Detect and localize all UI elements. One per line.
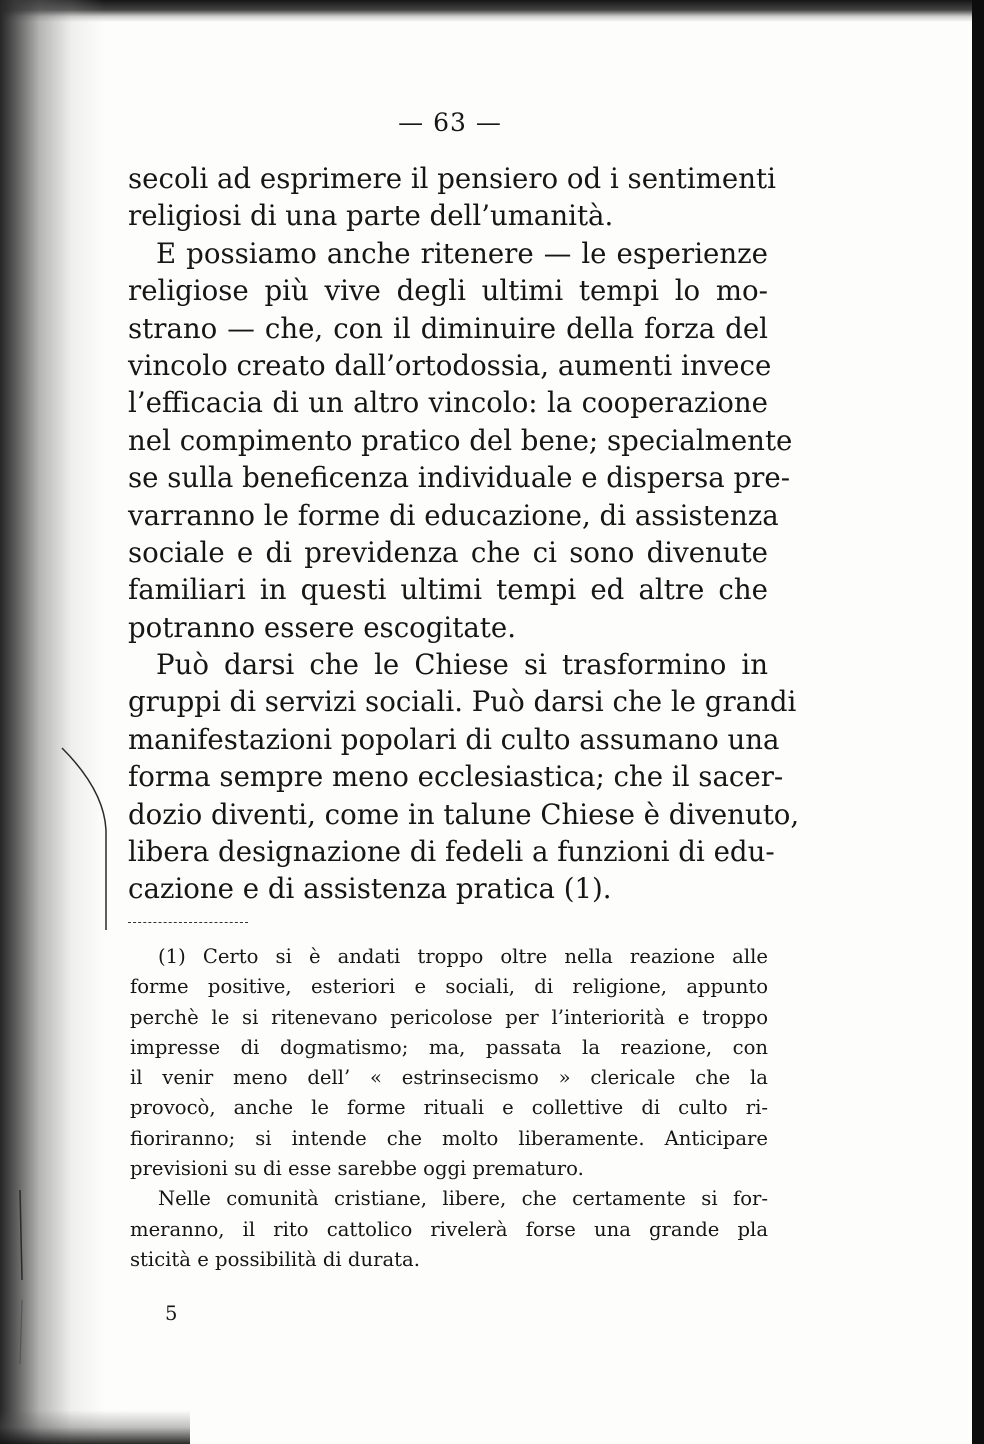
footnote-line: fioriranno; si intende che molto liberamente. Anticipare — [130, 1126, 768, 1150]
footnote-line: (1) Certo si è andati troppo oltre nella reazione alle — [158, 945, 768, 968]
footnote-paragraph — [130, 1184, 768, 1275]
footnote-line: meranno, il rito cattolico rivelerà forse una grande pla — [130, 1217, 768, 1241]
text-line: potranno essere escogitate. — [128, 610, 516, 644]
footnote-line: impresse di dogmatismo; ma, passata la reazione, con — [130, 1035, 768, 1059]
text-line: nel compimento pratico del bene; specialmente — [128, 423, 793, 457]
text-line: Può darsi che le Chiese si trasformino in — [156, 648, 768, 682]
footnote-line: Nelle comunità cristiane, libere, che certamente si for- — [158, 1187, 768, 1211]
footnote-separator — [128, 922, 248, 923]
text-line: familiari in questi ultimi tempi ed altre che — [128, 573, 768, 607]
paragraph — [128, 646, 800, 908]
text-line: vincolo creato dall’ortodossia, aumenti invece — [128, 348, 772, 382]
text-line: gruppi di servizi sociali. Può darsi che le grandi — [128, 685, 797, 719]
footnote-line: previsioni su di esse sarebbe oggi prematuro. — [130, 1157, 584, 1181]
text-line: religiose più vive degli ultimi tempi lo mo- — [128, 274, 768, 308]
paragraph — [128, 160, 776, 235]
main-text — [128, 160, 800, 908]
text-line: strano — che, con il diminuire della forza del — [128, 311, 768, 345]
signature-mark: 5 — [165, 1302, 178, 1325]
footnote-line: provocò, anche le forme rituali e collettive di culto ri- — [130, 1096, 768, 1120]
paragraph — [128, 235, 793, 646]
footnote-paragraph — [130, 942, 768, 1184]
text-line: sociale e di previdenza che ci sono divenute — [128, 535, 768, 569]
text-line: religiosi di una parte dell’umanità. — [128, 199, 614, 233]
footnote-line: forme positive, esteriori e sociali, di religione, appunto — [130, 975, 768, 999]
text-line: se sulla beneficenza individuale e dispersa pre- — [128, 461, 791, 495]
footnotes — [130, 942, 768, 1275]
text-line: secoli ad esprimere il pensiero od i sentimenti — [128, 162, 776, 195]
text-line: forma sempre meno ecclesiastica; che il sacer- — [128, 760, 784, 794]
text-line: l’efficacia di un altro vincolo: la cooperazione — [128, 386, 768, 420]
text-line: cazione e di assistenza pratica (1). — [128, 872, 612, 906]
page-number: — 63 — — [398, 108, 502, 137]
text-line: varranno le forme di educazione, di assistenza — [128, 498, 779, 532]
text-line: E possiamo anche ritenere — le esperienze — [156, 236, 768, 270]
text-line: dozio diventi, come in talune Chiese è divenuto, — [128, 797, 800, 831]
footnote-line: il venir meno dell’ « estrinsecismo » clericale che la — [130, 1066, 768, 1090]
footnote-line: perchè le si ritenevano pericolose per l’interiorità e troppo — [130, 1005, 768, 1029]
text-line: manifestazioni popolari di culto assumano una — [128, 722, 780, 756]
text-line: libera designazione di fedeli a funzioni di edu- — [128, 835, 775, 869]
footnote-line: sticità e possibilità di durata. — [130, 1247, 420, 1271]
